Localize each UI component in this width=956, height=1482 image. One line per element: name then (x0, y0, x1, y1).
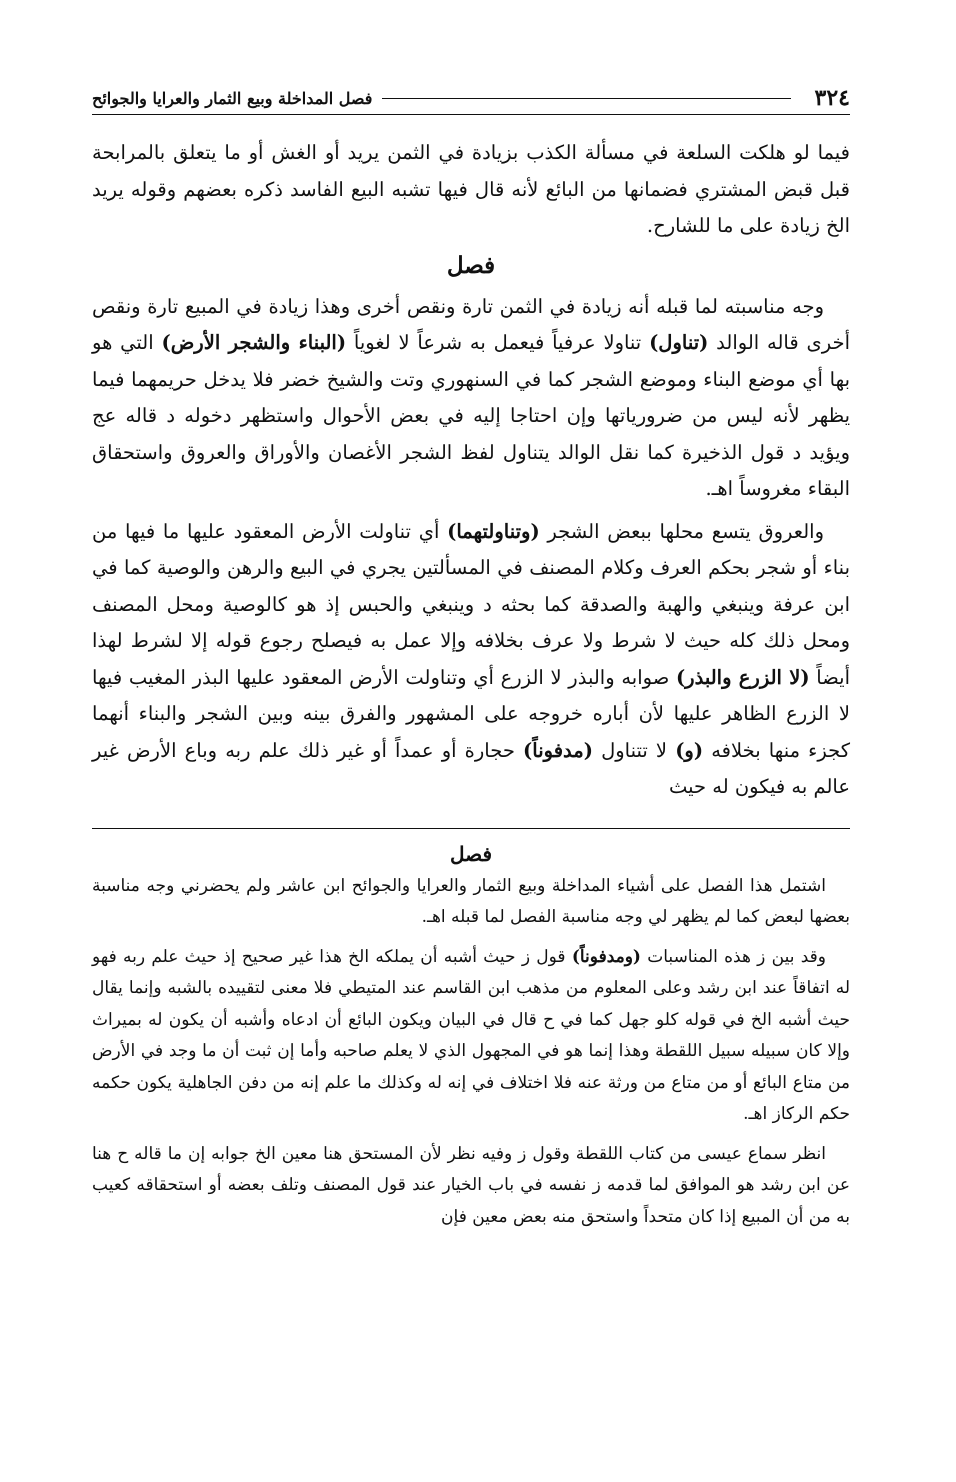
header-rule (382, 98, 790, 99)
main-paragraph-2: وجه مناسبته لما قبله أنه زيادة في الثمن تارة ونقص أخرى وهذا زيادة في المبيع تارة ونقص أخرى قاله الوالد (تناول) تناولا عرفياً فيعمل به شرعاً لا لغوياً (البناء والشجر الأرض) التي هو بها أي موضع البناء وموضع الشجر كما في السنهوري وتت والشيخ خضر فلا يدخل حريمهما فيما يظهر لأنه ليس من ضرورياتها وإن احتاجا إليه في بعض الأحوال واستظهر دخوله د قاله عج ويؤيد د قول الذخيرة كما نقل الوالد يتناول لفظ الشجر الأغصان والأوراق والعروق واستحقاق البقاء مغروساً اهـ. (92, 294, 850, 500)
matn-term: (مدفوناً) (523, 738, 593, 762)
matn-term: (و) (675, 738, 704, 762)
footnote-section-title: فصل (449, 841, 493, 866)
footnote-paragraph-3: انظر سماع عيسى من كتاب اللقطة وقول ز وفيه نظر لأن المستحق هنا معين الخ جوابه إن ما قاله ح هنا عن ابن رشد هو الموافق لما قدمه ز نفسه في باب الخيار عند قول المصنف وتلف بعضه أو استحقاقه كعيب به من أن المبيع إذا كان متحداً واستحق منه بعض معين فإن (92, 1143, 850, 1227)
page-header (92, 82, 850, 115)
matn-term: (وتناولتهما) (447, 519, 540, 543)
main-paragraph-1: فيما لو هلكت السلعة في مسألة الكذب بزيادة في الثمن يريد أو الغش أو ما يتعلق بالمرابحة قبل قبض المشتري فضمانها من البائع لأنه قال فيها تشبه البيع الفاسد ذكره بعضهم وقوله يريد الخ زيادة على ما للشارح. (92, 141, 850, 237)
main-paragraph-3: والعروق يتسع محلها ببعض الشجر (وتناولتهما) أي تناولت الأرض المعقود عليها ما فيها من بناء أو شجر بحكم العرف وكلام المصنف في المسألتين يجري في البيع والرهن والوصية كما في ابن عرفة وينبغي والهبة والصدقة كما بحثه د وينبغي والحبس إذ هو كالوصية ومحل المصنف ومحل ذلك كله حيث لا شرط ولا عرف بخلافه وإلا عمل به فيصلح رجوع قوله إلا لشرط لهذا أيضاً (لا الزرع والبذر) صوابه والبذر لا الزرع أي وتناولت الأرض المعقود عليها البذر المغيب فيها لا الزرع الظاهر عليها لأن أباره خروجه على المشهور والفرق بينه وبين الشجر والبناء أنهما كجزء منها بخلافه (و) لا تتناول (مدفوناً) حجارة أو عمداً أو غير ذلك علم ربه وباع الأرض غير عالم به فيكون له حيث (92, 519, 850, 798)
footnote-paragraph-1: اشتمل هذا الفصل على أشياء المداخلة وبيع الثمار والعرايا والجوائح ابن عاشر ولم يحضرني وجه مناسبة بعضها لبعض كما لم يظهر لي وجه مناسبة الفصل لما قبله اهـ. (92, 875, 850, 927)
matn-term: (البناء والشجر الأرض) (161, 331, 347, 354)
running-title: فصل المداخلة وبيع الثمار والعرايا والجوائح (92, 88, 373, 108)
footnote-divider (92, 828, 850, 829)
section-title: فصل (446, 251, 496, 279)
page-number: ٣٢٤ (814, 85, 850, 111)
footnote-paragraph-2: وقد بين ز هذه المناسبات (ومدفوناً) قول ز حيث أشبه أن يملكه الخ هذا غير صحيح إذ حيث علم ربه فهو له اتفاقاً عند ابن رشد وعلى المعلوم من مذهب ابن القاسم عند المتيطي فلا معنى لتقييده بالشبه وإنما يقال حيث أشبه الخ في قوله كلو جهل كما في ح قال في البيان ويكون البائع أن ادعاه وأشبه أن يكون له بميراث وإلا كان سبيله سبيل اللقطة وهذا إنما هو في المجهول الذي لا يعلم صاحبه وأما إن ثبت أن ما وجد في الأرض من متاع البائع أو من متاع من ورثة عنه فلا اختلاف في إنه له وكذلك ما علم إنه من دفن الجاهلية يكون حكمه حكم الركاز اهـ. (92, 946, 850, 1124)
matn-term: (تناول) (649, 331, 709, 354)
matn-term: (لا الزرع والبذر) (675, 665, 810, 689)
footnote-section (92, 839, 850, 1234)
matn-term: (ومدفوناً) (571, 946, 641, 967)
main-text (92, 135, 850, 806)
book-page (92, 82, 850, 1233)
